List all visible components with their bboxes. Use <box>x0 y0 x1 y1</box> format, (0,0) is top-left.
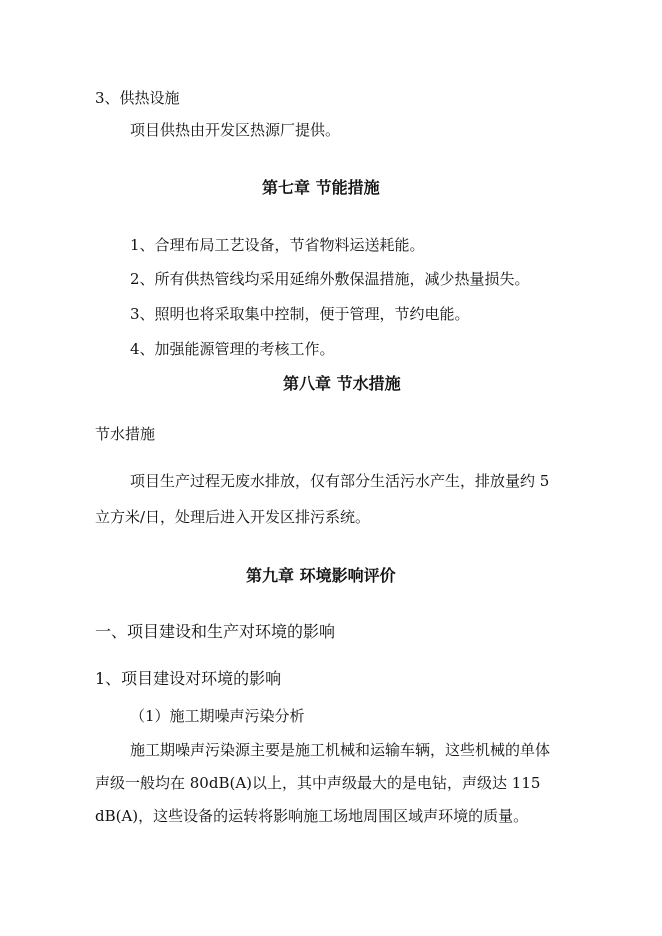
chapter-8-body-line-2: 立方米/日，处理后进入开发区排污系统。 <box>95 508 371 526</box>
chapter-9-paragraph-line-1: 施工期噪声污染源主要是施工机械和运输车辆，这些机械的单体 <box>130 741 551 759</box>
chapter-9-paragraph-line-3: dB(A)，这些设备的运转将影响施工场地周围区域声环境的质量。 <box>95 807 529 825</box>
chapter-9-section-1: 一、项目建设和生产对环境的影响 <box>95 622 336 641</box>
chapter-7-item-2: 2、所有供热管线均采用延绵外敷保温措施，减少热量损失。 <box>130 270 530 288</box>
chapter-8-title: 第八章 节水措施 <box>283 374 401 393</box>
chapter-9-subsection-1: 1、项目建设对环境的影响 <box>95 669 282 688</box>
chapter-8-subtitle: 节水措施 <box>95 425 156 443</box>
chapter-8-body-line-1: 项目生产过程无废水排放，仅有部分生活污水产生，排放量约 5 <box>130 472 550 490</box>
chapter-7-item-3: 3、照明也将采取集中控制，便于管理，节约电能。 <box>130 305 470 323</box>
chapter-7-title: 第七章 节能措施 <box>262 178 380 197</box>
chapter-7-item-4: 4、加强能源管理的考核工作。 <box>130 340 335 358</box>
chapter-7-item-1: 1、合理布局工艺设备，节省物料运送耗能。 <box>130 236 425 254</box>
chapter-9-title: 第九章 环境影响评价 <box>246 566 396 585</box>
heat-supply-title: 3、供热设施 <box>95 89 180 107</box>
chapter-9-paragraph-line-2: 声级一般均在 80dB(A)以上，其中声级最大的是电钻，声级达 115 <box>95 774 541 792</box>
chapter-9-item-1: （1）施工期噪声污染分析 <box>130 707 305 725</box>
heat-supply-body: 项目供热由开发区热源厂提供。 <box>130 121 341 139</box>
